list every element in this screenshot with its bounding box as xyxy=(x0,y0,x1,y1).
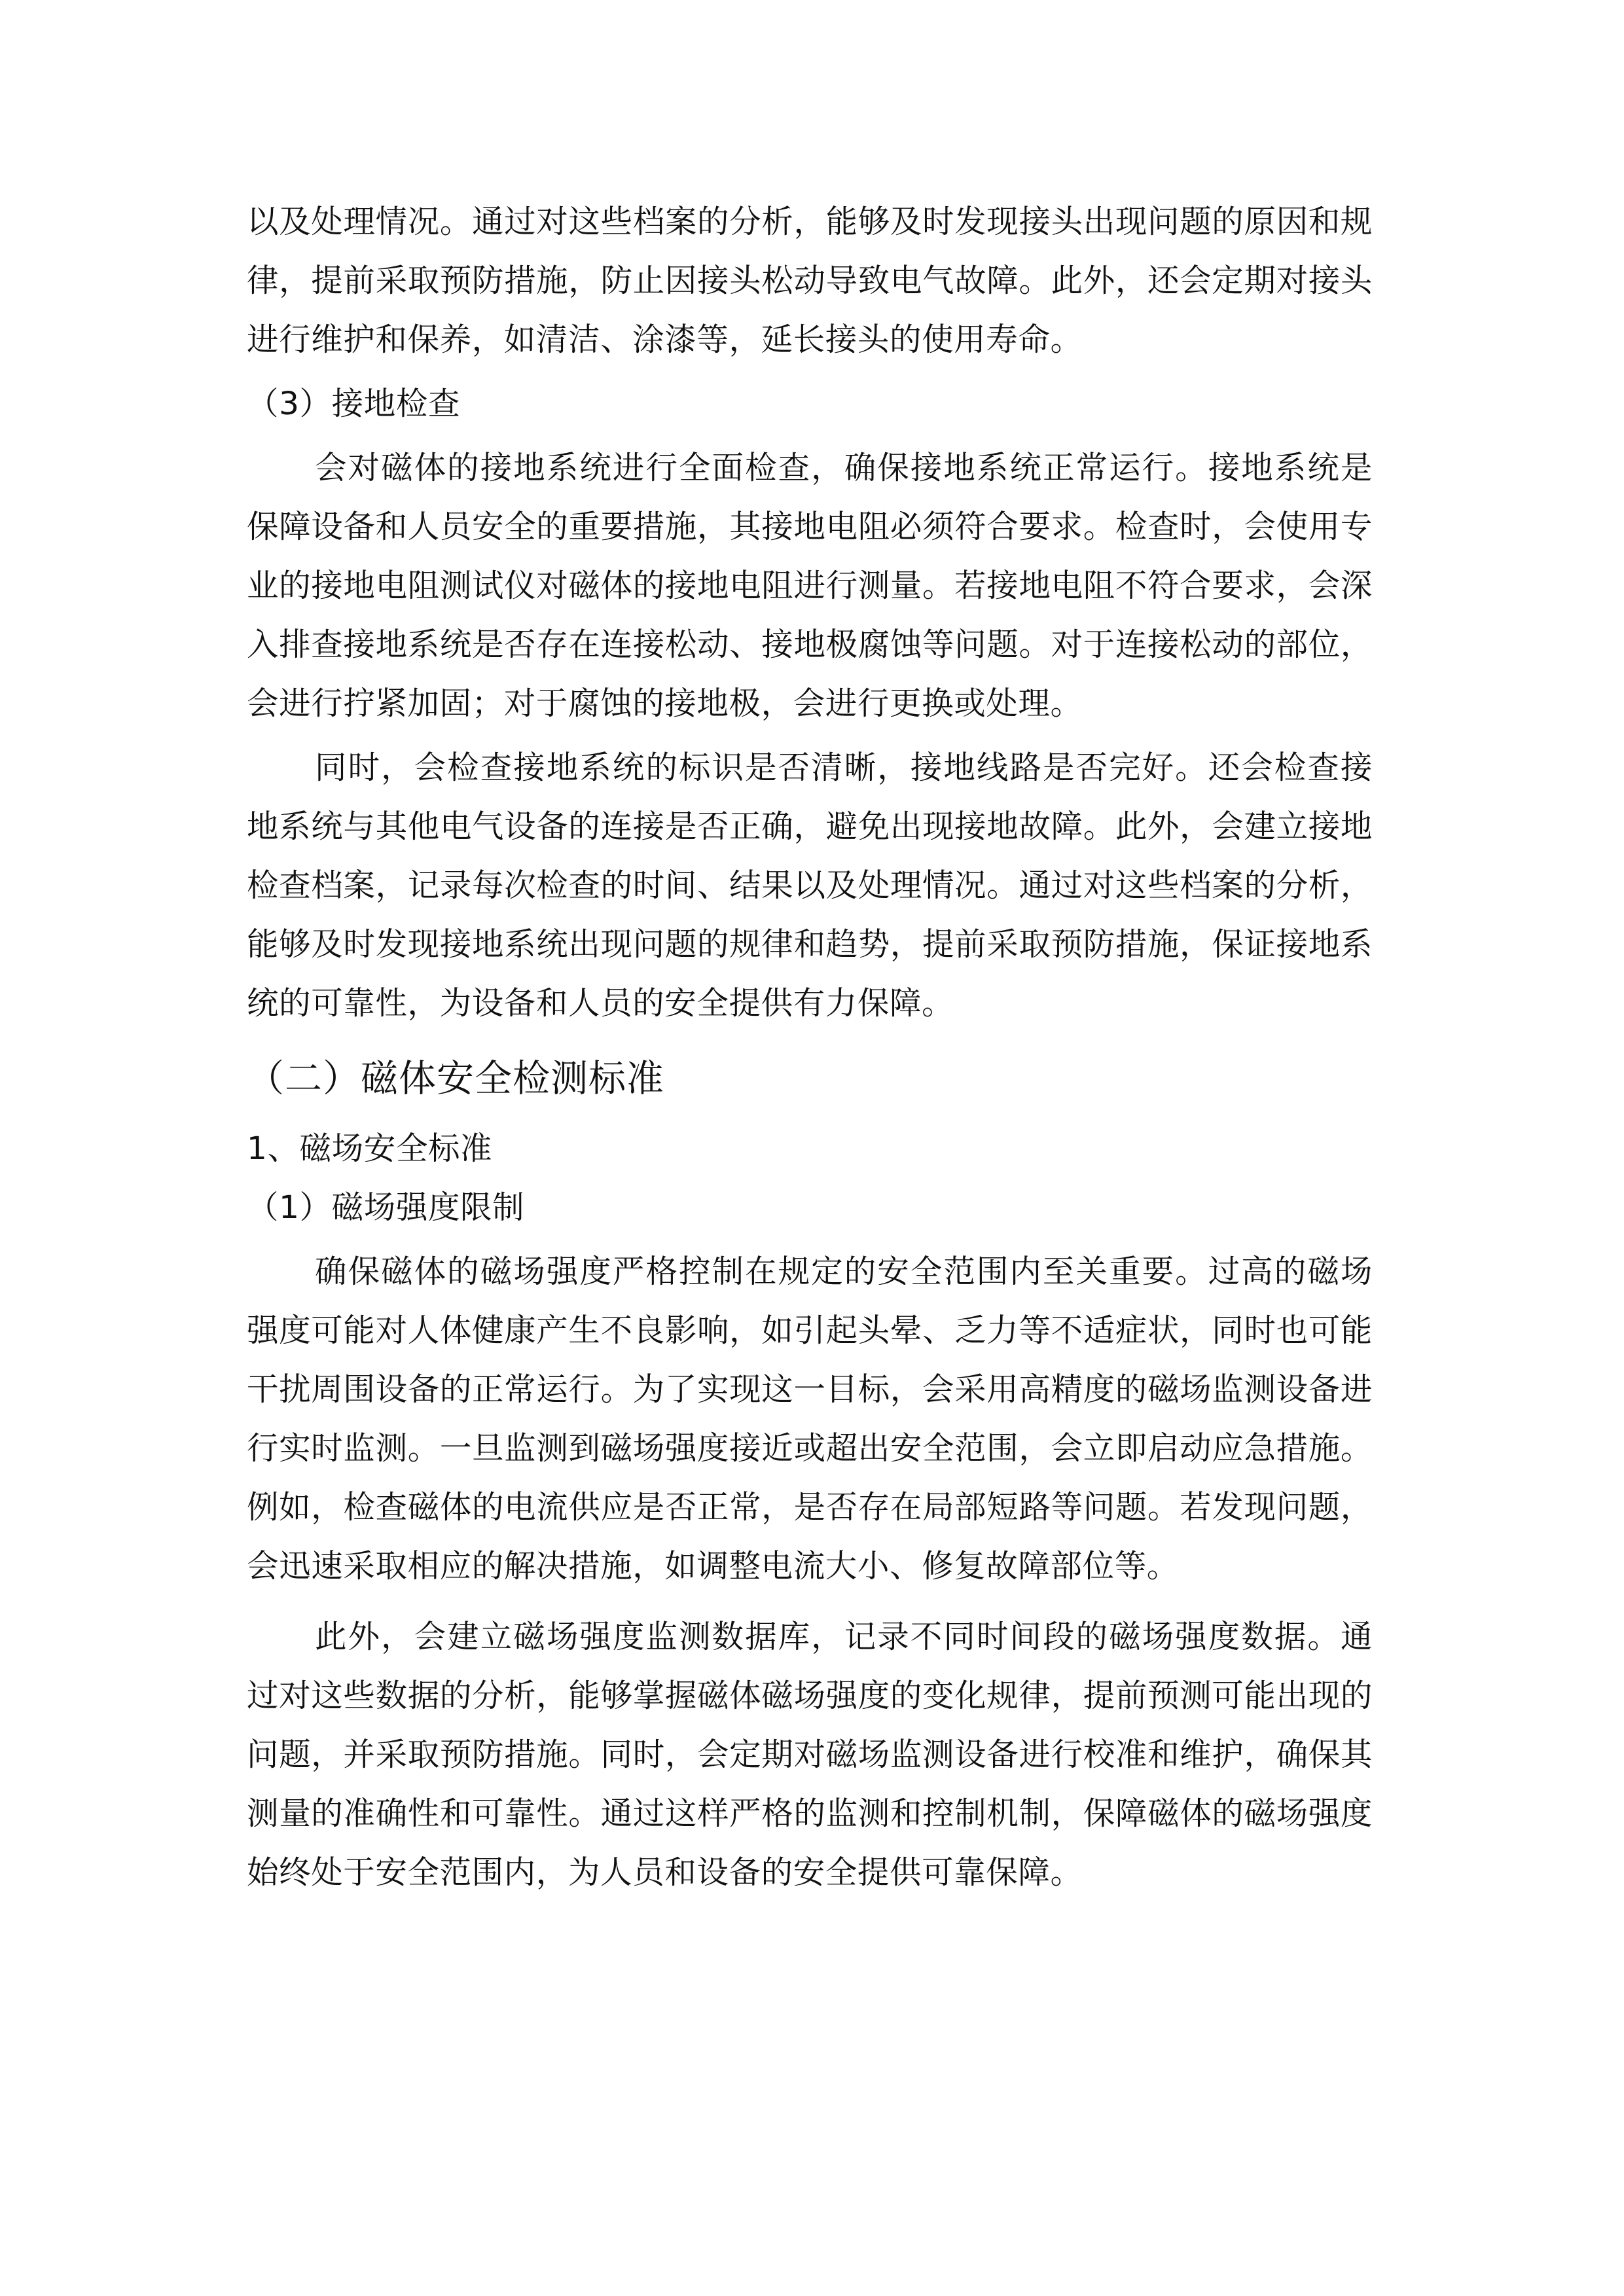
subsection-1-title: （1）磁场强度限制 xyxy=(247,1189,525,1226)
subsection-3-title: （3）接地检查 xyxy=(247,386,461,422)
field-paragraph-1: 确保磁体的磁场强度严格控制在规定的安全范围内至关重要。过高的磁场强度可能对人体健康产生不良影响，如引起头晕、乏力等不适症状，同时也可能干扰周围设备的正常运行。为了实现这一目标，会采用高精度的磁场监测设备进行实时监测。一旦监测到磁场强度接近或超出安全范围，会立即启动应急措施。例如，检查磁体的电流供应是否正常，是否存在局部短路等问题。若发现问题，会迅速采取相应的解决措施，如调整电流大小、修复故障部位等。 xyxy=(247,1253,1373,1585)
spacer xyxy=(247,369,1373,374)
document-body xyxy=(247,192,1373,1902)
item-1-title: 1、磁场安全标准 xyxy=(247,1130,493,1167)
spacer xyxy=(247,433,1373,439)
grounding-paragraph-2: 同时，会检查接地系统的标识是否清晰，接地线路是否完好。还会检查接地系统与其他电气设备的连接是否正确，避免出现接地故障。此外，会建立接地检查档案，记录每次检查的时间、结果以及处理情况。通过对这些档案的分析，能够及时发现接地系统出现问题的规律和趋势，提前采取预防措施，保证接地系统的可靠性，为设备和人员的安全提供有力保障。 xyxy=(247,749,1373,1022)
spacer xyxy=(247,733,1373,738)
spacer xyxy=(247,1237,1373,1242)
intro-paragraph: 以及处理情况。通过对这些档案的分析，能够及时发现接头出现问题的原因和规律，提前采取预防措施，防止因接头松动导致电气故障。此外，还会定期对接头进行维护和保养，如清洁、涂漆等，延长接头的使用寿命。 xyxy=(247,204,1373,358)
grounding-paragraph-1: 会对磁体的接地系统进行全面检查，确保接地系统正常运行。接地系统是保障设备和人员安全的重要措施，其接地电阻必须符合要求。检查时，会使用专业的接地电阻测试仪对磁体的接地电阻进行测量。若接地电阻不符合要求，会深入排查接地系统是否存在连接松动、接地极腐蚀等问题。对于连接松动的部位，会进行拧紧加固；对于腐蚀的接地极，会进行更换或处理。 xyxy=(247,450,1373,722)
field-paragraph-2: 此外，会建立磁场强度监测数据库，记录不同时间段的磁场强度数据。通过对这些数据的分析，能够掌握磁体磁场强度的变化规律，提前预测可能出现的问题，并采取预防措施。同时，会定期对磁场监测设备进行校准和维护，确保其测量的准确性和可靠性。通过这样严格的监测和控制机制，保障磁体的磁场强度始终处于安全范围内，为人员和设备的安全提供可靠保障。 xyxy=(247,1619,1373,1891)
section-2-title: （二）磁体安全检测标准 xyxy=(247,1057,664,1100)
spacer xyxy=(247,1596,1373,1607)
